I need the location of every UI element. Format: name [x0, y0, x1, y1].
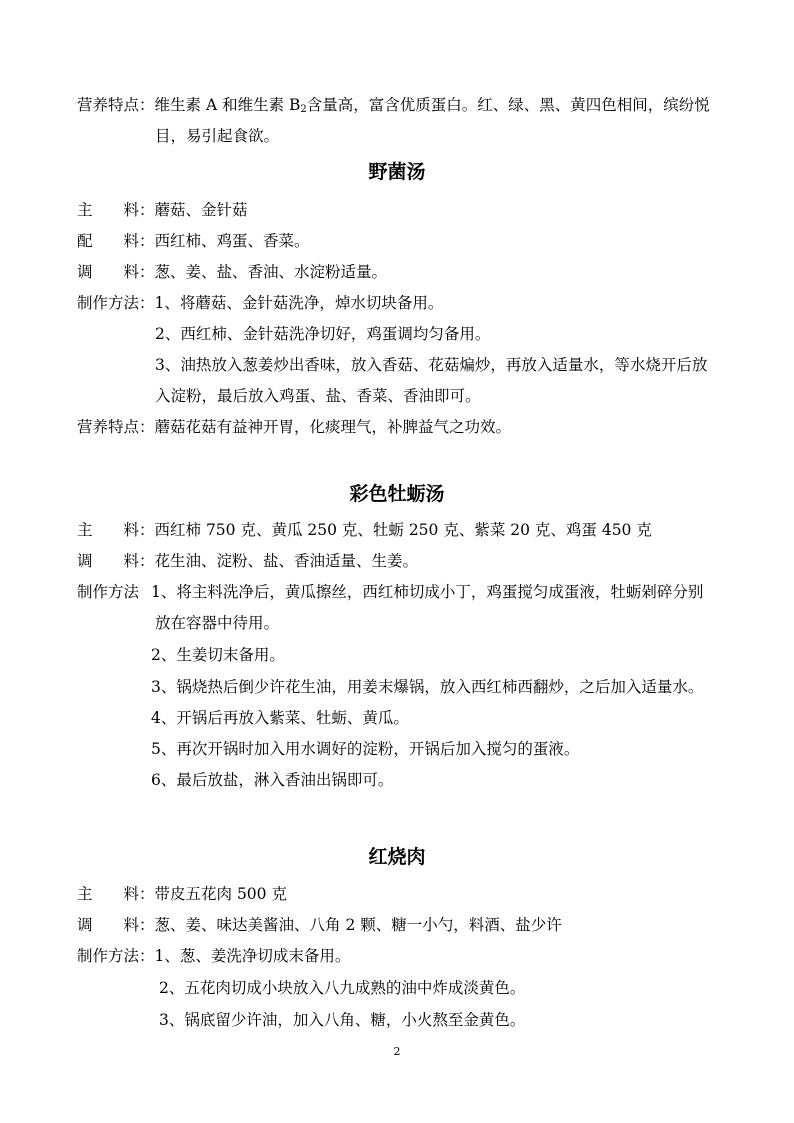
method-label: 制作方法：	[77, 947, 155, 965]
main-ingredients: 西红柿 750 克、黄瓜 250 克、牡蛎 250 克、紫菜 20 克、鸡蛋 450 克	[154, 521, 652, 539]
main-ingredients-label: 主 料：	[77, 201, 155, 219]
method-step: 5、再次开锅时加入用水调好的淀粉，开锅后加入搅匀的蛋液。	[151, 740, 580, 758]
seasoning-label: 调 料：	[77, 263, 155, 281]
main-ingredients-label: 主 料：	[77, 521, 155, 539]
method-step: 1、将主料洗净后，黄瓜擦丝，西红柿切成小丁，鸡蛋搅匀成蛋液，牡蛎剁碎分别	[151, 583, 704, 601]
method-line	[77, 582, 703, 602]
seasoning-line	[77, 551, 418, 571]
main-ingredients-line	[77, 520, 652, 540]
recipe-title: 红烧肉	[368, 846, 426, 868]
seasoning-line	[77, 262, 387, 282]
nutrition-label: 营养特点：	[77, 418, 155, 436]
method-step: 6、最后放盐，淋入香油出锅即可。	[151, 771, 394, 789]
method-step: 2、五花肉切成小块放入八九成熟的油中炸成淡黄色。	[159, 979, 526, 997]
main-ingredients: 蘑菇、金针菇	[154, 201, 248, 219]
intro-nutrition-subscript: 2	[300, 104, 307, 115]
method-step: 3、油热放入葱姜炒出香味，放入香菇、花菇煸炒，再放入适量水，等水烧开后放	[155, 356, 708, 374]
nutrition-text: 蘑菇花菇有益神开胃，化痰理气，补脾益气之功效。	[154, 418, 512, 436]
intro-nutrition-line2: 目，易引起食欲。	[155, 127, 280, 145]
side-ingredients-line	[77, 231, 310, 251]
method-step: 3、锅烧热后倒少许花生油，用姜末爆锅，放入西红柿西翻炒，之后加入适量水。	[151, 678, 704, 696]
method-step: 放在容器中待用。	[155, 614, 280, 632]
side-ingredients: 西红柿、鸡蛋、香菜。	[154, 232, 310, 250]
method-step: 3、锅底留少许油，加入八角、糖，小火熬至金黄色。	[159, 1011, 526, 1029]
nutrition-line	[77, 417, 511, 437]
method-step: 1、将蘑菇、金针菇洗净，焯水切块备用。	[154, 294, 444, 312]
method-step: 4、开锅后再放入紫菜、牡蛎、黄瓜。	[151, 709, 409, 727]
method-label: 制作方法：	[77, 294, 155, 312]
side-ingredients-label: 配 料：	[77, 232, 155, 250]
main-ingredients-line	[77, 884, 287, 904]
page-number: 2	[393, 1045, 401, 1058]
seasoning: 花生油、淀粉、盐、香油适量、生姜。	[154, 552, 419, 570]
main-ingredients-line	[77, 200, 248, 220]
seasoning: 葱、姜、味达美酱油、八角 2 颗、糖一小勺，料酒、盐少许	[154, 916, 562, 934]
method-label: 制作方法	[77, 583, 140, 601]
method-step: 入淀粉，最后放入鸡蛋、盐、香菜、香油即可。	[155, 387, 481, 405]
main-ingredients-label: 主 料：	[77, 885, 155, 903]
intro-nutrition-text-b: 含量高，富含优质蛋白。红、绿、黑、黄四色相间，缤纷悦	[306, 96, 710, 114]
recipe-title: 彩色牡蛎汤	[349, 483, 445, 505]
seasoning: 葱、姜、盐、香油、水淀粉适量。	[154, 263, 388, 281]
seasoning-label: 调 料：	[77, 552, 155, 570]
intro-nutrition-label: 营养特点：	[77, 96, 155, 114]
method-line	[77, 946, 350, 966]
intro-nutrition-text-a: 维生素 A 和维生素 B	[154, 96, 301, 114]
intro-nutrition-line	[77, 95, 710, 120]
recipe-title: 野菌汤	[368, 161, 426, 183]
seasoning-line	[77, 915, 562, 935]
seasoning-label: 调 料：	[77, 916, 155, 934]
method-step: 2、生姜切末备用。	[151, 646, 285, 664]
method-step: 2、西红柿、金针菇洗净切好，鸡蛋调均匀备用。	[155, 325, 491, 343]
method-line	[77, 293, 443, 313]
main-ingredients: 带皮五花肉 500 克	[154, 885, 287, 903]
method-step: 1、葱、姜洗净切成末备用。	[154, 947, 351, 965]
